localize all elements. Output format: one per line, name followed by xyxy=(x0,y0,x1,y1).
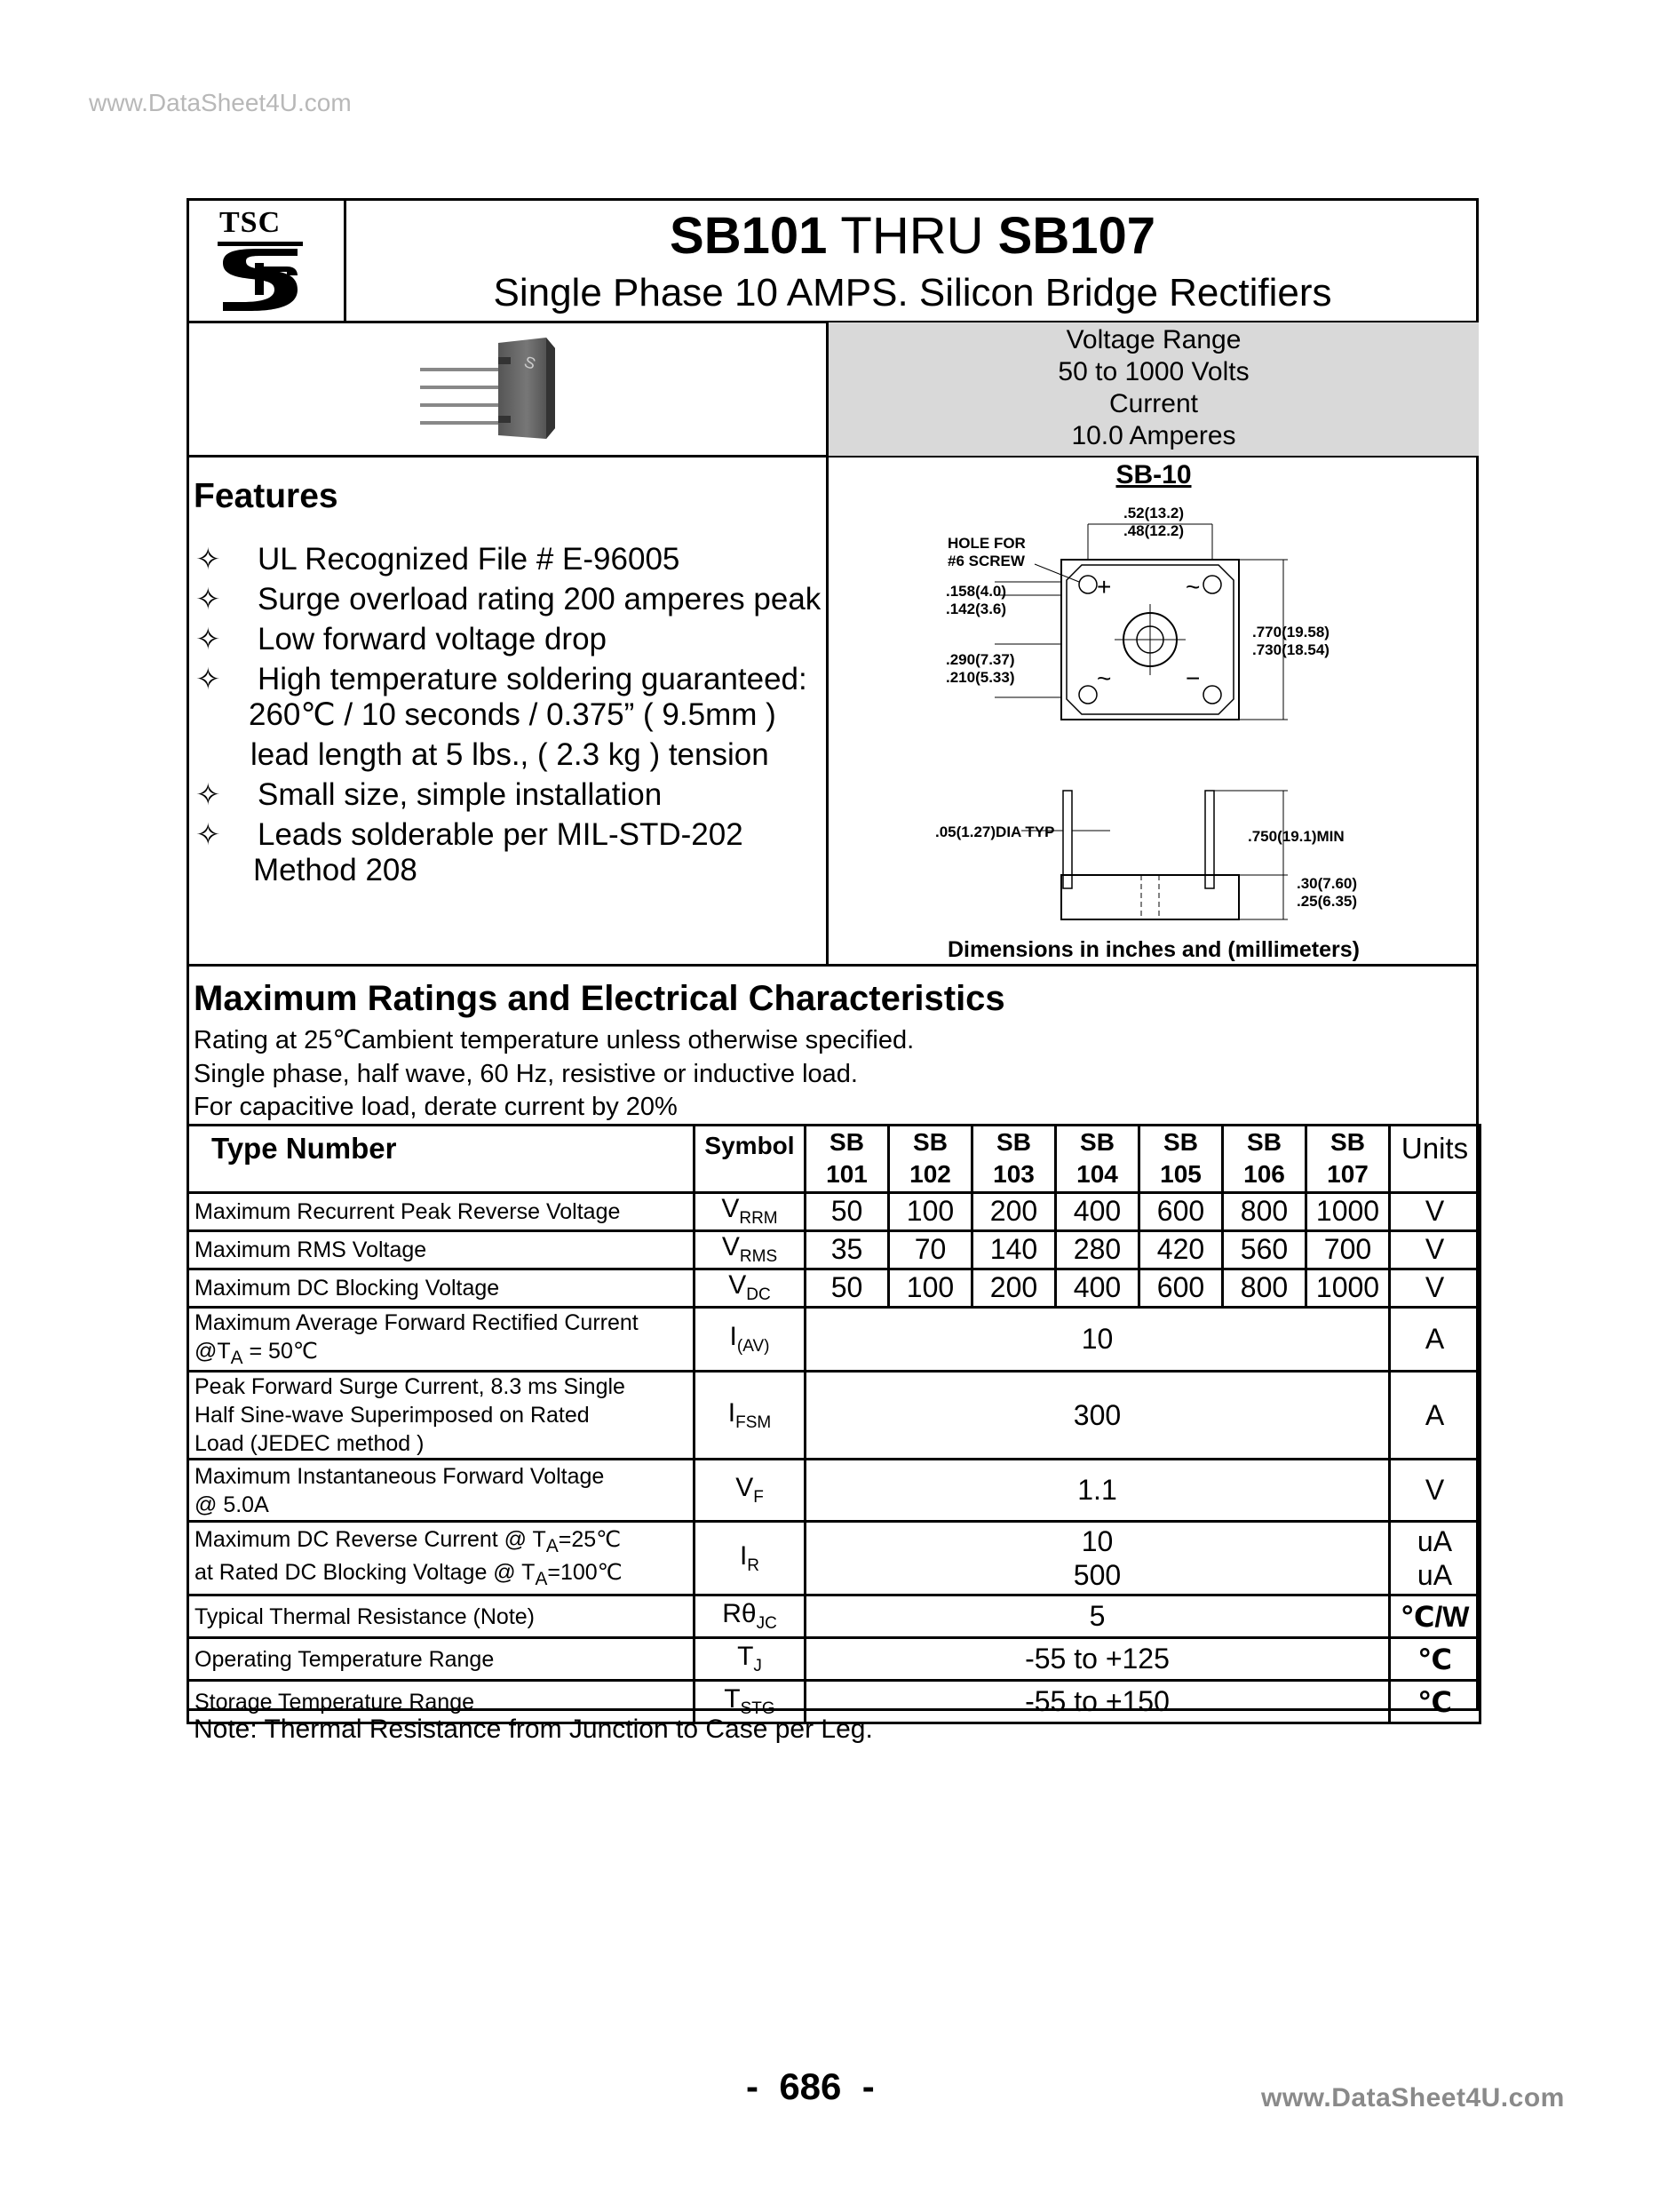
symbol-cell: $I_{(AV)}$ xyxy=(695,1307,806,1372)
pin-label-ac: ~ xyxy=(1186,573,1201,601)
symbol-cell: $V_{DC}$ xyxy=(695,1269,806,1307)
value-cell: 600 xyxy=(1139,1192,1223,1230)
value-cell: 400 xyxy=(1056,1269,1139,1307)
features-title: Features xyxy=(194,477,338,515)
star-bullet-icon: ✧ xyxy=(195,818,221,852)
units-header: Units xyxy=(1390,1126,1480,1193)
dimension-label: .142(3.6) xyxy=(946,601,1007,617)
model-header: SB 107 xyxy=(1306,1126,1390,1193)
feature-item-continuation: 260℃ / 10 seconds / 0.375” ( 9.5mm ) xyxy=(249,697,776,732)
value-cell: 300 xyxy=(806,1372,1390,1460)
value-cell: -55 to +150 xyxy=(806,1681,1390,1723)
param-cell: Maximum DC Blocking Voltage xyxy=(188,1269,695,1307)
value-cell: 10 500 xyxy=(806,1522,1390,1595)
table-row xyxy=(188,1460,1480,1522)
value-cell: 35 xyxy=(806,1230,889,1269)
value-cell: 140 xyxy=(972,1230,1056,1269)
param-cell: Storage Temperature Range xyxy=(188,1681,695,1723)
feature-item: ✧ Surge overload rating 200 amperes peak xyxy=(195,582,822,617)
dimension-label: .25(6.35) xyxy=(1297,893,1358,910)
svg-text:S: S xyxy=(521,352,538,373)
param-cell: Maximum Recurrent Peak Reverse Voltage xyxy=(188,1192,695,1230)
dimension-label: .290(7.37) xyxy=(946,651,1015,668)
symbol-header: Symbol xyxy=(695,1126,806,1193)
value-cell: 400 xyxy=(1056,1192,1139,1230)
dimension-label: HOLE FOR xyxy=(948,535,1026,552)
divider xyxy=(187,964,1479,967)
pin-label-minus: − xyxy=(1186,664,1201,692)
dimension-label: .210(5.33) xyxy=(946,669,1015,686)
dimension-label: .52(13.2) xyxy=(1123,505,1185,521)
current-value: 10.0 Amperes xyxy=(1071,421,1236,450)
pin-label-plus: + xyxy=(1097,573,1112,601)
units-cell: V xyxy=(1390,1230,1480,1269)
type-number-header: Type Number xyxy=(188,1126,695,1193)
value-cell: 200 xyxy=(972,1192,1056,1230)
current-label: Current xyxy=(1108,389,1199,418)
table-row xyxy=(188,1372,1480,1460)
dimension-label: .30(7.60) xyxy=(1297,875,1358,892)
dimension-label: .770(19.58) xyxy=(1252,624,1330,641)
value-cell: 1.1 xyxy=(806,1460,1390,1522)
param-cell: Maximum Average Forward Rectified Current $@T_A$ = 50℃ xyxy=(188,1307,695,1372)
units-cell: V xyxy=(1390,1192,1480,1230)
dimension-label: .158(4.0) xyxy=(946,583,1007,600)
watermark-bottom: www.DataSheet4U.com xyxy=(1261,2083,1565,2113)
dimension-label: .48(12.2) xyxy=(1123,522,1185,539)
table-row xyxy=(188,1192,1480,1230)
units-cell: ℃ xyxy=(1390,1638,1480,1681)
ratings-title: Maximum Ratings and Electrical Characteristics xyxy=(194,979,1005,1018)
value-cell: 800 xyxy=(1223,1192,1306,1230)
value-cell: 1000 xyxy=(1306,1192,1390,1230)
feature-item: ✧ Leads solderable per MIL-STD-202 xyxy=(195,817,743,852)
dimension-label: #6 SCREW xyxy=(948,553,1025,569)
param-cell: Maximum DC Reverse Current @ $T_A=25℃$ at Rated DC Blocking Voltage @ $T_A=100℃$ xyxy=(188,1522,695,1595)
symbol-cell: $T_{STG}$ xyxy=(695,1681,806,1723)
dimensions-caption: Dimensions in inches and (millimeters) xyxy=(947,937,1360,962)
value-cell: 70 xyxy=(889,1230,972,1269)
symbol-cell: $V_F$ xyxy=(695,1460,806,1522)
ratings-note: Rating at 25℃ambient temperature unless otherwise specified. xyxy=(194,1026,915,1054)
pin-label-ac: ~ xyxy=(1097,664,1112,692)
param-cell: Typical Thermal Resistance (Note) xyxy=(188,1595,695,1638)
page-number: - 686 - xyxy=(746,2065,875,2107)
value-cell: 420 xyxy=(1139,1230,1223,1269)
table-note: Note: Thermal Resistance from Junction to Case per Leg. xyxy=(194,1715,873,1744)
units-cell: ℃ xyxy=(1390,1681,1480,1723)
units-cell: V xyxy=(1390,1269,1480,1307)
param-cell: Maximum Instantaneous Forward Voltage @ 5.0A xyxy=(188,1460,695,1522)
tsc-logo-icon xyxy=(216,240,305,313)
units-cell: A xyxy=(1390,1307,1480,1372)
units-cell: V xyxy=(1390,1460,1480,1522)
table-row xyxy=(188,1307,1480,1372)
logo-text: TSC xyxy=(219,206,282,239)
watermark-top: www.DataSheet4U.com xyxy=(89,89,352,116)
model-header: SB 106 xyxy=(1223,1126,1306,1193)
value-cell: -55 to +125 xyxy=(806,1638,1390,1681)
characteristics-table xyxy=(187,1124,1481,1724)
bridge-rectifier-image xyxy=(413,330,564,446)
dimension-label: .05(1.27)DIA TYP xyxy=(935,824,1055,840)
value-cell: 280 xyxy=(1056,1230,1139,1269)
package-name: SB-10 xyxy=(1115,460,1192,489)
value-cell: 800 xyxy=(1223,1269,1306,1307)
value-cell: 50 xyxy=(806,1269,889,1307)
model-header: SB 101 xyxy=(806,1126,889,1193)
model-header: SB 105 xyxy=(1139,1126,1223,1193)
symbol-cell: $I_{FSM}$ xyxy=(695,1372,806,1460)
symbol-cell: $V_{RMS}$ xyxy=(695,1230,806,1269)
ratings-note: Single phase, half wave, 60 Hz, resistive or inductive load. xyxy=(194,1060,858,1088)
feature-item: ✧ Low forward voltage drop xyxy=(195,622,607,656)
feature-item: ✧ High temperature soldering guaranteed: xyxy=(195,662,807,696)
symbol-cell: $V_{RRM}$ xyxy=(695,1192,806,1230)
feature-item: ✧ Small size, simple installation xyxy=(195,777,663,812)
value-cell: 200 xyxy=(972,1269,1056,1307)
model-header: SB 104 xyxy=(1056,1126,1139,1193)
value-cell: 560 xyxy=(1223,1230,1306,1269)
value-cell: 5 xyxy=(806,1595,1390,1638)
voltage-range-value: 50 to 1000 Volts xyxy=(1058,357,1250,386)
ratings-note: For capacitive load, derate current by 20% xyxy=(194,1093,678,1121)
star-bullet-icon: ✧ xyxy=(195,778,221,812)
star-bullet-icon: ✧ xyxy=(195,543,221,577)
table-header-row xyxy=(188,1126,1480,1193)
page-subtitle: Single Phase 10 AMPS. Silicon Bridge Rectifiers xyxy=(493,271,1332,314)
param-cell: Maximum RMS Voltage xyxy=(188,1230,695,1269)
value-cell: 100 xyxy=(889,1192,972,1230)
dimension-label: .730(18.54) xyxy=(1252,641,1330,658)
units-cell: uA uA xyxy=(1390,1522,1480,1595)
page-title: SB101 THRU SB107 xyxy=(670,207,1155,265)
value-cell: 1000 xyxy=(1306,1269,1390,1307)
units-cell: ℃/W xyxy=(1390,1595,1480,1638)
star-bullet-icon: ✧ xyxy=(195,583,221,617)
symbol-cell: $R\theta_{JC}$ xyxy=(695,1595,806,1638)
feature-item: ✧ UL Recognized File # E-96005 xyxy=(195,542,680,577)
star-bullet-icon: ✧ xyxy=(195,623,221,656)
star-bullet-icon: ✧ xyxy=(195,663,221,696)
value-cell: 700 xyxy=(1306,1230,1390,1269)
table-row xyxy=(188,1522,1480,1595)
model-header: SB 102 xyxy=(889,1126,972,1193)
table-row xyxy=(188,1595,1480,1638)
feature-item-continuation: lead length at 5 lbs., ( 2.3 kg ) tension xyxy=(250,737,769,772)
voltage-range-label: Voltage Range xyxy=(1066,325,1242,354)
symbol-cell: $T_J$ xyxy=(695,1638,806,1681)
value-cell: 10 xyxy=(806,1307,1390,1372)
value-cell: 600 xyxy=(1139,1269,1223,1307)
feature-item-continuation: Method 208 xyxy=(253,853,417,887)
table-row xyxy=(188,1638,1480,1681)
table-row xyxy=(188,1230,1480,1269)
value-cell: 100 xyxy=(889,1269,972,1307)
symbol-cell: $I_R$ xyxy=(695,1522,806,1595)
param-cell: Peak Forward Surge Current, 8.3 ms Single Half Sine-wave Superimposed on Rated Load (JEDEC method ) xyxy=(188,1372,695,1460)
table-row xyxy=(188,1269,1480,1307)
dimension-label: .750(19.1)MIN xyxy=(1248,828,1345,845)
units-cell: A xyxy=(1390,1372,1480,1460)
value-cell: 50 xyxy=(806,1192,889,1230)
param-cell: Operating Temperature Range xyxy=(188,1638,695,1681)
model-header: SB 103 xyxy=(972,1126,1056,1193)
